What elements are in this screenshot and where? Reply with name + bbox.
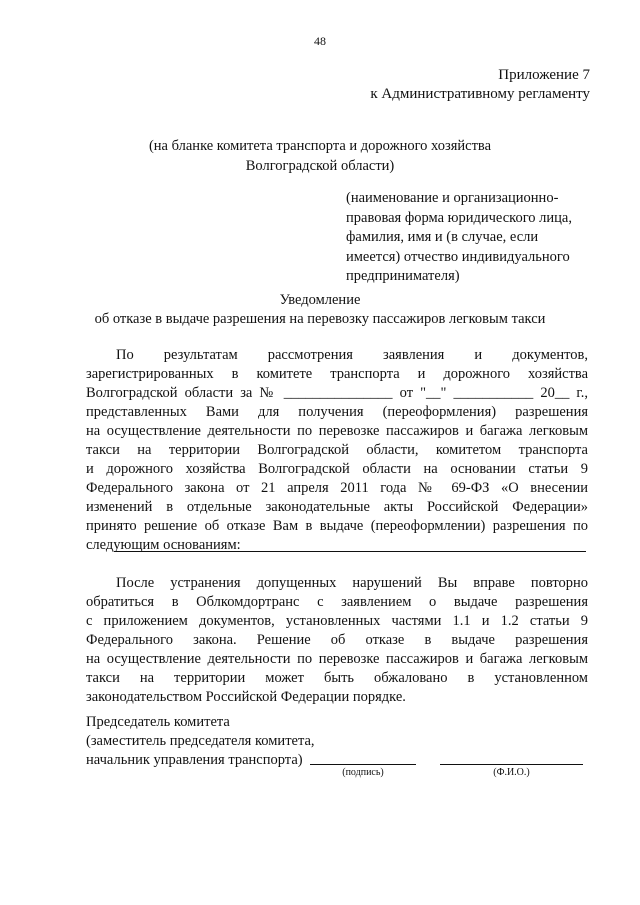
signatory-title: Председатель комитета [86,714,230,730]
name-line [440,764,583,765]
paragraph-line: Федерального закона. Решение об отказе в выдаче разрешения [86,632,588,648]
paragraph-line: зарегистрированных в комитете транспорта и дорожного хозяйства [86,366,588,382]
signature-caption: (подпись) [342,767,384,778]
paragraph-line: на осуществление деятельности по перевозке пассажиров и багажа легковым [86,651,588,667]
addressee-line: (наименование и организационно- [346,190,559,206]
addressee-line: правовая форма юридического лица, [346,209,572,226]
letterhead-line-2: Волгоградской области) [245,158,395,174]
title-line-1: Уведомление [279,292,361,308]
grounds-blank-line [114,551,586,552]
paragraph-line: такси на территории Волгоградской области, комитетом транспорта [86,442,588,458]
signature-block [86,713,315,770]
letterhead-note [0,136,640,176]
letterhead-line-1: (на бланке комитета транспорта и дорожного хозяйства [148,138,492,154]
paragraph-line: и дорожного хозяйства Волгоградской области на основании статьи 9 [86,461,588,477]
paragraph-appeal [86,574,588,707]
paragraph-line: законодательством Российской Федерации порядке. [86,689,406,705]
paragraph-line: следующим основаниям: [86,537,241,553]
appendix-heading [370,66,590,104]
signatory-head: начальник управления транспорта) [86,752,303,768]
page-number: 48 [314,34,326,48]
appendix-line-2: к Административному регламенту [370,86,590,102]
paragraph-line: После устранения допущенных нарушений Вы вправе повторно [116,575,588,591]
paragraph-line: По результатам рассмотрения заявления и документов, [116,347,588,363]
paragraph-line: на осуществление деятельности по перевозке пассажиров и багажа легковым [86,423,588,439]
signature-line [310,764,416,765]
addressee-line: фамилия, имя и (в случае, если [346,229,539,245]
name-caption: (Ф.И.О.) [493,767,530,778]
appendix-line-1: Приложение 7 [498,67,590,83]
title-line-2: об отказе в выдаче разрешения на перевозку пассажиров легковым такси [94,311,546,327]
addressee-line: предпринимателя) [346,268,460,284]
paragraph-main [86,346,588,555]
signatory-deputy: (заместитель председателя комитета, [86,733,315,749]
addressee-line: имеется) отчество индивидуального [346,248,570,265]
paragraph-line: с приложением документов, установленных частями 1.1 и 1.2 статьи 9 [86,613,588,629]
paragraph-line: изменений в отдельные законодательные акты Российской Федерации» [86,499,588,515]
paragraph-line: Федерального закона от 21 апреля 2011 года № 69-ФЗ «О внесении [86,480,588,496]
paragraph-line: обратиться в Облкомдортранс с заявлением о выдаче разрешения [86,594,588,610]
paragraph-line: принято решение об отказе Вам в выдаче (переоформлении) разрешения по [86,518,588,534]
document-title [0,291,640,329]
paragraph-line: представленных Вами для получения (переоформления) разрешения [86,404,588,420]
paragraph-line: Волгоградской области за № _______________ от "__" ___________ 20__ г., [86,385,588,401]
addressee-block [346,189,596,287]
paragraph-line: такси на территории может быть обжаловано в установленном [86,670,588,686]
